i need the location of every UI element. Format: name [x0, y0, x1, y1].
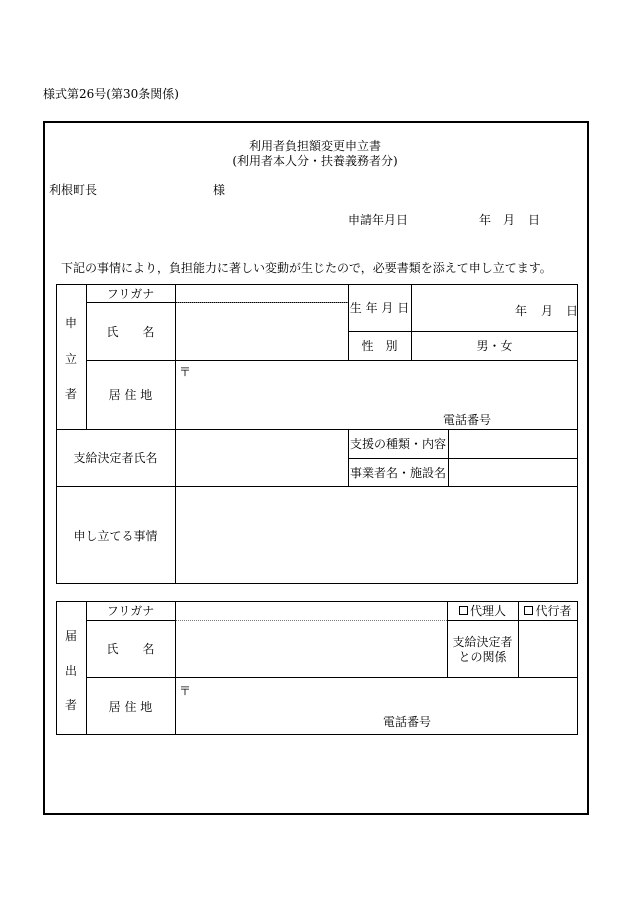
applicant-section-char-2: 立: [64, 351, 77, 366]
applicant-section-char-3: 者: [64, 387, 77, 401]
provider-label: 事業者名・施設名: [349, 465, 446, 480]
submitter-section-char-1: 届: [64, 629, 77, 643]
intro-text: 下記の事情により，負担能力に著しい変動が生じたので，必要書類を添えて申し立てます。: [61, 261, 552, 275]
support-label-right-border: [448, 429, 449, 486]
birthdate-day[interactable]: 日: [566, 304, 579, 318]
form-number: 様式第26号(第30条関係): [43, 87, 179, 101]
submitter-postal-mark: 〒: [179, 684, 192, 698]
support-type-label: 支援の種類・内容: [349, 437, 446, 451]
applicant-section-label: [56, 314, 86, 402]
application-date-month[interactable]: 月: [503, 213, 516, 227]
form-title: 利用者負担額変更申立書: [248, 139, 381, 153]
birthdate-year[interactable]: 年: [515, 304, 528, 318]
label-column-divider: [175, 284, 176, 584]
applicant-postal-mark: 〒: [179, 365, 192, 379]
applicant-name-label: 氏 名: [106, 324, 155, 339]
applicant-phone-label: 電話番号: [443, 413, 492, 427]
submitter-section-char-3: 者: [64, 698, 77, 712]
submitter-section-label: [56, 627, 86, 713]
addressee-name: 利根町長: [49, 183, 98, 197]
recipient-name-label: 支給決定者氏名: [73, 451, 158, 465]
furigana-dotted-divider: [175, 302, 348, 303]
applicant-address-label: 居 住 地: [108, 388, 153, 402]
relation-label-line2: との関係: [458, 650, 507, 664]
application-date-label: 申請年月日: [348, 213, 409, 227]
agent-option-label: 代理人: [469, 604, 506, 618]
submitter-furigana-label: フリガナ: [106, 604, 155, 618]
applicant-furigana-label: フリガナ: [106, 286, 155, 301]
sex-value[interactable]: 男・女: [476, 339, 513, 353]
agent-checkbox-option[interactable]: [447, 601, 518, 620]
submitter-phone-label: 電話番号: [383, 715, 432, 729]
sex-label: 性 別: [361, 339, 398, 353]
addressee-honorific: 様: [213, 183, 226, 197]
applicant-section-char-1: 申: [64, 316, 77, 330]
application-date-day[interactable]: 日: [528, 213, 541, 227]
submitter-furigana-dotted-divider: [175, 620, 447, 621]
proxy-checkbox-option[interactable]: [518, 601, 578, 620]
submitter-label-column-divider: [175, 601, 176, 735]
relation-label: [447, 630, 518, 670]
proxy-option-label: 代行者: [535, 604, 572, 618]
relation-label-line1: 支給決定者: [452, 635, 513, 649]
birthdate-label: 生 年 月 日: [349, 301, 410, 315]
application-date-year[interactable]: 年: [479, 213, 492, 227]
form-subtitle: (利用者本人分・扶養義務者分): [232, 154, 398, 168]
checkbox-row-divider: [447, 620, 578, 621]
proxy-checkbox[interactable]: [524, 606, 533, 615]
submitter-section-char-2: 出: [64, 663, 77, 678]
submitter-address-label: 居 住 地: [108, 699, 153, 714]
reason-label: 申し立てる事情: [73, 528, 158, 543]
birthdate-month[interactable]: 月: [541, 304, 554, 318]
submitter-name-label: 氏 名: [106, 642, 155, 656]
agent-checkbox[interactable]: [459, 606, 468, 615]
